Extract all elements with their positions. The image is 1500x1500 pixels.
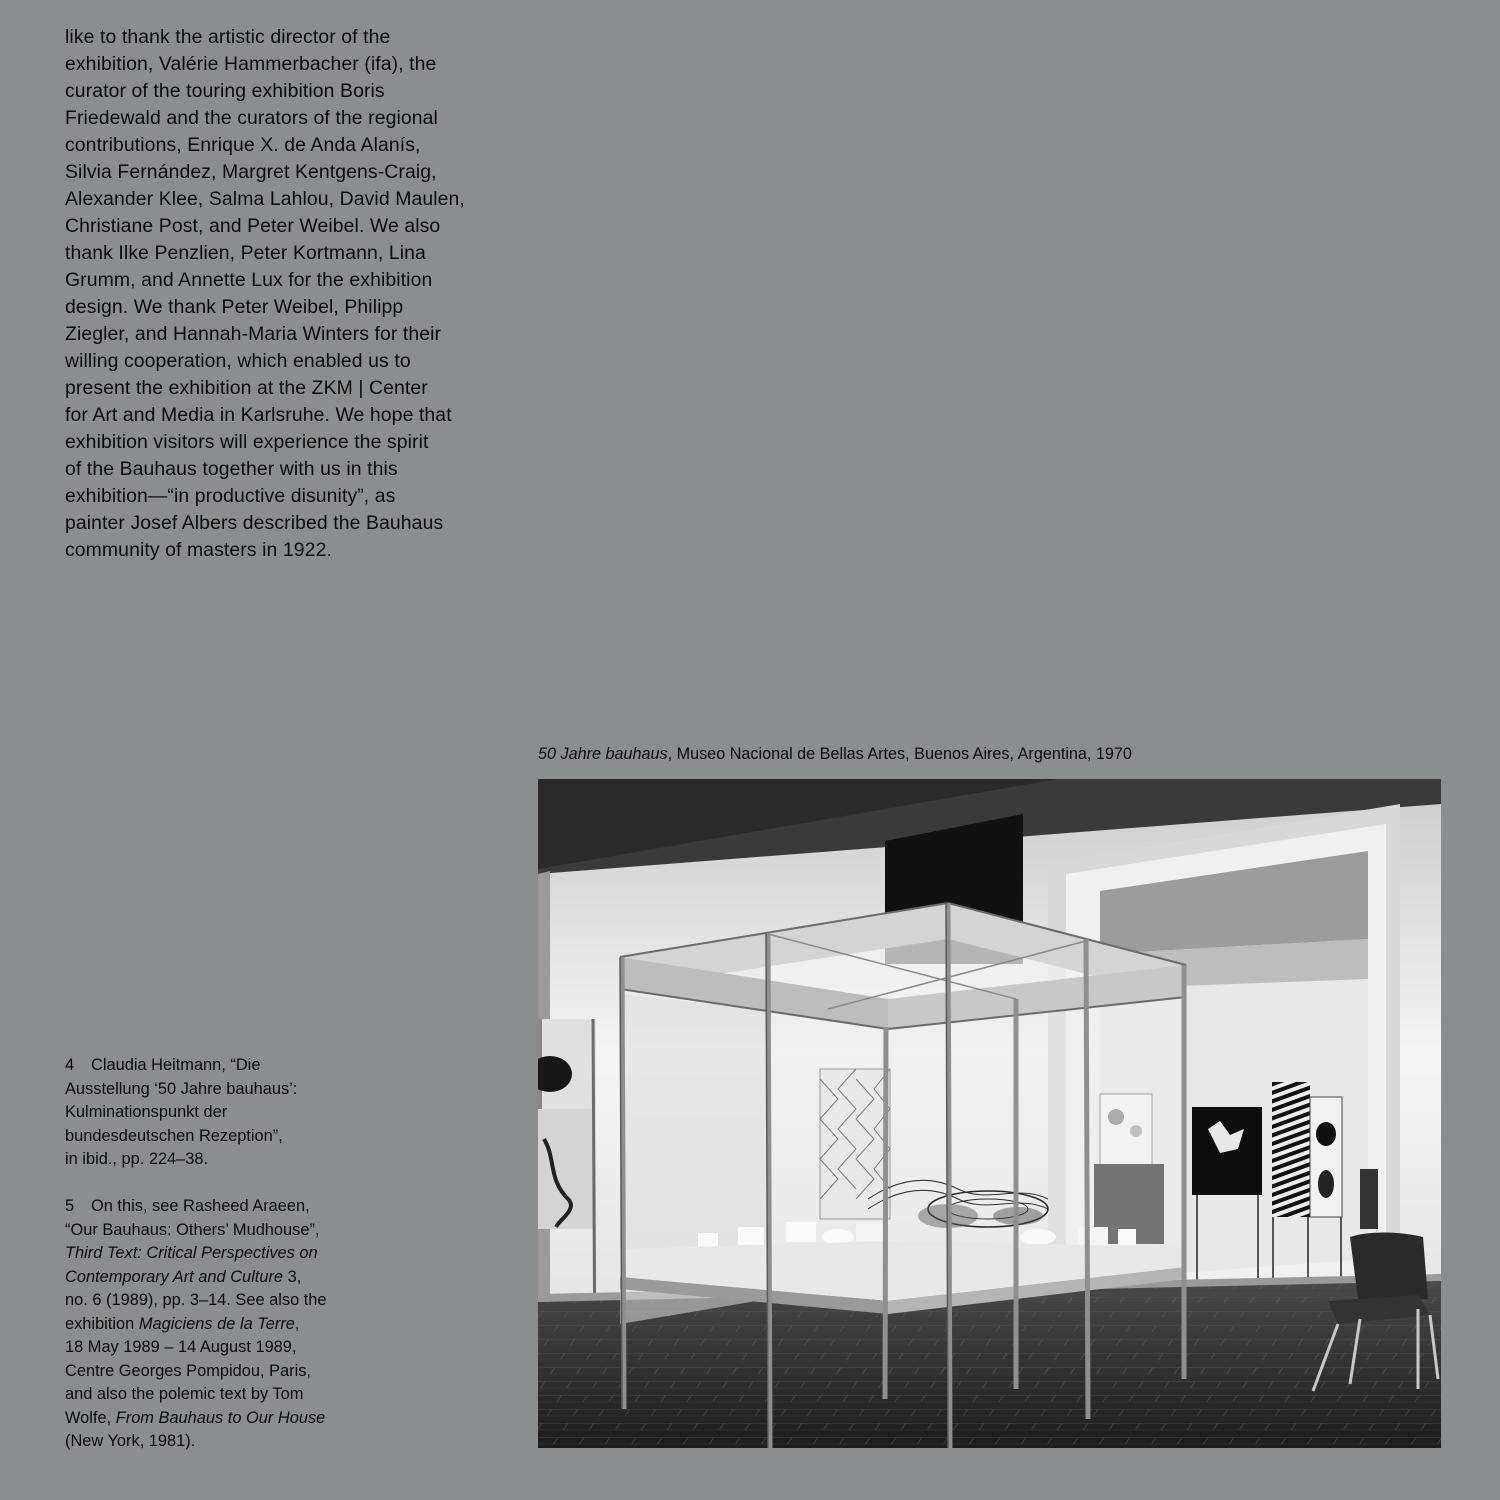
body-text-line: thank Ilke Penzlien, Peter Kortmann, Lina xyxy=(65,242,426,264)
body-text-line: of the Bauhaus together with us in this xyxy=(65,458,398,480)
body-text-line: present the exhibition at the ZKM | Center xyxy=(65,377,428,399)
footnote-text: 3, xyxy=(283,1267,302,1286)
body-text-line: design. We thank Peter Weibel, Philipp xyxy=(65,296,404,318)
body-text-line: contributions, Enrique X. de Anda Alanís, xyxy=(65,134,421,156)
body-text-line: Ziegler, and Hannah-Maria Winters for their xyxy=(65,323,442,345)
caption-title: 50 Jahre bauhaus xyxy=(538,745,668,763)
body-text-line: curator of the touring exhibition Boris xyxy=(65,80,385,102)
footnote-text: exhibition xyxy=(65,1314,139,1333)
footnote-line: 18 May 1989 – 14 August 1989, xyxy=(65,1338,297,1356)
body-text-line: willing cooperation, which enabled us to xyxy=(65,350,411,372)
footnote-line: Kulminationspunkt der xyxy=(65,1103,228,1121)
footnote-text: , xyxy=(294,1314,300,1333)
body-text-line: for Art and Media in Karlsruhe. We hope that xyxy=(65,404,452,426)
photo-caption xyxy=(538,743,1132,765)
footnote-line: Claudia Heitmann, “Die xyxy=(91,1056,261,1074)
footnote-line: Third Text: Critical Perspectives on xyxy=(65,1244,318,1262)
body-text-line: exhibition visitors will experience the spirit xyxy=(65,431,429,453)
footnote-line xyxy=(65,1266,365,1290)
body-text-line: painter Josef Albers described the Bauhaus xyxy=(65,512,444,534)
footnote-line: no. 6 (1989), pp. 3–14. See also the xyxy=(65,1291,327,1309)
footnote-line: Ausstellung ‘50 Jahre bauhaus’: xyxy=(65,1079,298,1098)
body-text-line: community of masters in 1922. xyxy=(65,539,332,561)
footnote-line: On this, see Rasheed Araeen, xyxy=(91,1197,310,1215)
body-text-line: Christiane Post, and Peter Weibel. We also xyxy=(65,215,441,237)
body-text-line: Grumm, and Annette Lux for the exhibition xyxy=(65,269,433,291)
body-text-line: Friedewald and the curators of the regional xyxy=(65,107,438,129)
exhibition-title: Magiciens de la Terre xyxy=(138,1314,295,1333)
footnote-line: Centre Georges Pompidou, Paris, xyxy=(65,1361,311,1380)
footnote-line: bundesdeutschen Rezeption”, xyxy=(65,1126,283,1145)
journal-title: Contemporary Art and Culture xyxy=(65,1267,284,1286)
footnote-5 xyxy=(65,1195,365,1454)
footnote-line: (New York, 1981). xyxy=(65,1432,196,1450)
footnote-line xyxy=(65,1313,365,1337)
footnote-line: in ibid., pp. 224–38. xyxy=(65,1150,209,1168)
exhibition-photo xyxy=(538,779,1441,1448)
footnote-4 xyxy=(65,1054,365,1172)
footnote-line xyxy=(65,1407,365,1431)
footnote-line: and also the polemic text by Tom xyxy=(65,1385,304,1403)
body-text xyxy=(65,24,505,564)
footnote-number: 4 xyxy=(65,1056,75,1074)
footnotes xyxy=(65,1054,365,1477)
footnote-text: Wolfe, xyxy=(65,1408,116,1427)
caption-text: , Museo Nacional de Bellas Artes, Buenos Aires, Argentina, 1970 xyxy=(667,745,1132,763)
footnote-number: 5 xyxy=(65,1197,75,1215)
book-title: From Bauhaus to Our House xyxy=(115,1408,326,1427)
body-text-line: Silvia Fernández, Margret Kentgens-Craig, xyxy=(65,161,437,183)
body-text-line: exhibition, Valérie Hammerbacher (ifa), the xyxy=(65,53,437,75)
body-text-line: exhibition—“in productive disunity”, as xyxy=(65,485,396,507)
footnote-line: “Our Bauhaus: Others’ Mudhouse”, xyxy=(65,1220,320,1239)
body-text-line: Alexander Klee, Salma Lahlou, David Maulen, xyxy=(65,188,465,210)
body-text-line: like to thank the artistic director of the xyxy=(65,26,391,48)
